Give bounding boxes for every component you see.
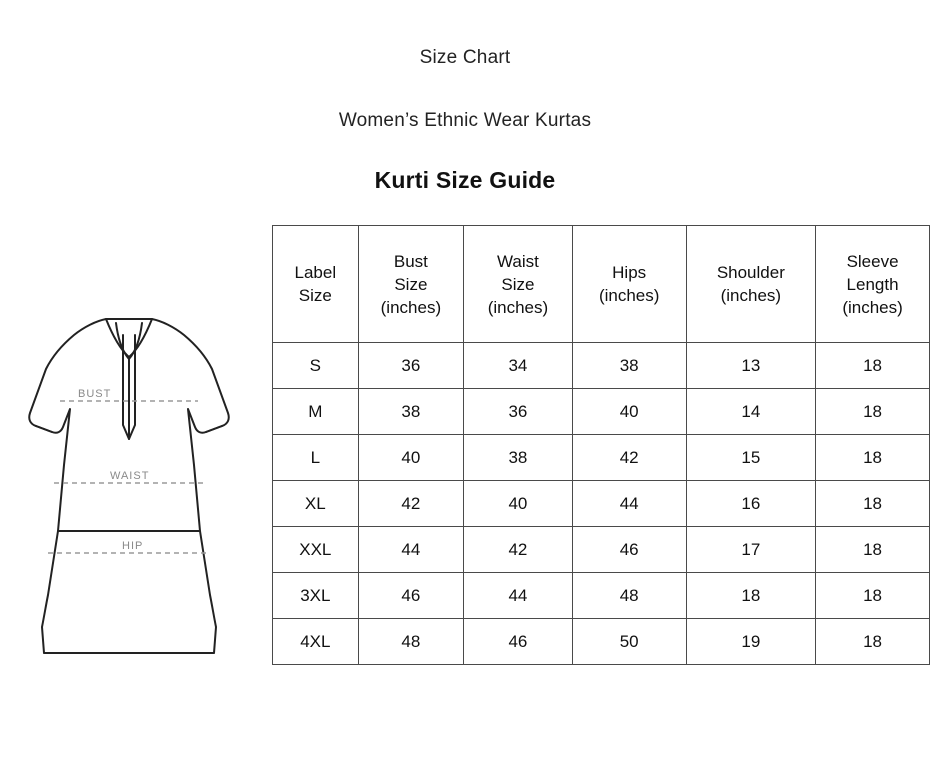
cell-sleeve: 18 — [816, 619, 930, 665]
cell-shoulder: 18 — [686, 573, 816, 619]
cell-sleeve: 18 — [816, 481, 930, 527]
cell-hips: 40 — [572, 389, 686, 435]
kurti-illustration — [18, 305, 248, 665]
column-header-sleeve-length: Sleeve Length (inches) — [816, 226, 930, 343]
cell-label-size: 4XL — [273, 619, 359, 665]
label-waist: WAIST — [110, 470, 150, 482]
cell-label-size: S — [273, 343, 359, 389]
cell-hips: 44 — [572, 481, 686, 527]
label-hip: HIP — [122, 540, 144, 552]
heading-block — [0, 44, 930, 195]
column-header-label-size: Label Size — [273, 226, 359, 343]
cell-waist: 42 — [464, 527, 573, 573]
cell-label-size: XXL — [273, 527, 359, 573]
cell-waist: 34 — [464, 343, 573, 389]
table-row — [273, 435, 930, 481]
table-row — [273, 343, 930, 389]
cell-label-size: L — [273, 435, 359, 481]
cell-hips: 48 — [572, 573, 686, 619]
cell-bust: 44 — [358, 527, 463, 573]
cell-hips: 46 — [572, 527, 686, 573]
size-table-container — [272, 225, 930, 665]
column-header-hips: Hips (inches) — [572, 226, 686, 343]
cell-waist: 38 — [464, 435, 573, 481]
column-header-shoulder: Shoulder (inches) — [686, 226, 816, 343]
cell-label-size: XL — [273, 481, 359, 527]
cell-hips: 50 — [572, 619, 686, 665]
cell-shoulder: 13 — [686, 343, 816, 389]
section-title: Kurti Size Guide — [374, 167, 556, 193]
cell-bust: 42 — [358, 481, 463, 527]
column-header-waist-size: Waist Size (inches) — [464, 226, 573, 343]
page-subtitle: Women’s Ethnic Wear Kurtas — [338, 110, 592, 131]
cell-bust: 40 — [358, 435, 463, 481]
cell-shoulder: 17 — [686, 527, 816, 573]
page-title: Size Chart — [419, 47, 511, 68]
cell-label-size: M — [273, 389, 359, 435]
cell-sleeve: 18 — [816, 435, 930, 481]
cell-sleeve: 18 — [816, 573, 930, 619]
table-header-row — [273, 226, 930, 343]
column-header-bust-size: Bust Size (inches) — [358, 226, 463, 343]
table-row — [273, 573, 930, 619]
table-row — [273, 619, 930, 665]
cell-bust: 38 — [358, 389, 463, 435]
cell-bust: 48 — [358, 619, 463, 665]
cell-sleeve: 18 — [816, 343, 930, 389]
cell-hips: 38 — [572, 343, 686, 389]
cell-hips: 42 — [572, 435, 686, 481]
label-bust: BUST — [78, 388, 112, 400]
table-row — [273, 527, 930, 573]
cell-label-size: 3XL — [273, 573, 359, 619]
table-row — [273, 389, 930, 435]
cell-shoulder: 14 — [686, 389, 816, 435]
cell-shoulder: 16 — [686, 481, 816, 527]
cell-sleeve: 18 — [816, 389, 930, 435]
cell-waist: 36 — [464, 389, 573, 435]
cell-bust: 46 — [358, 573, 463, 619]
cell-bust: 36 — [358, 343, 463, 389]
cell-waist: 40 — [464, 481, 573, 527]
size-table — [272, 225, 930, 665]
cell-shoulder: 19 — [686, 619, 816, 665]
table-row — [273, 481, 930, 527]
cell-shoulder: 15 — [686, 435, 816, 481]
cell-waist: 46 — [464, 619, 573, 665]
cell-sleeve: 18 — [816, 527, 930, 573]
cell-waist: 44 — [464, 573, 573, 619]
